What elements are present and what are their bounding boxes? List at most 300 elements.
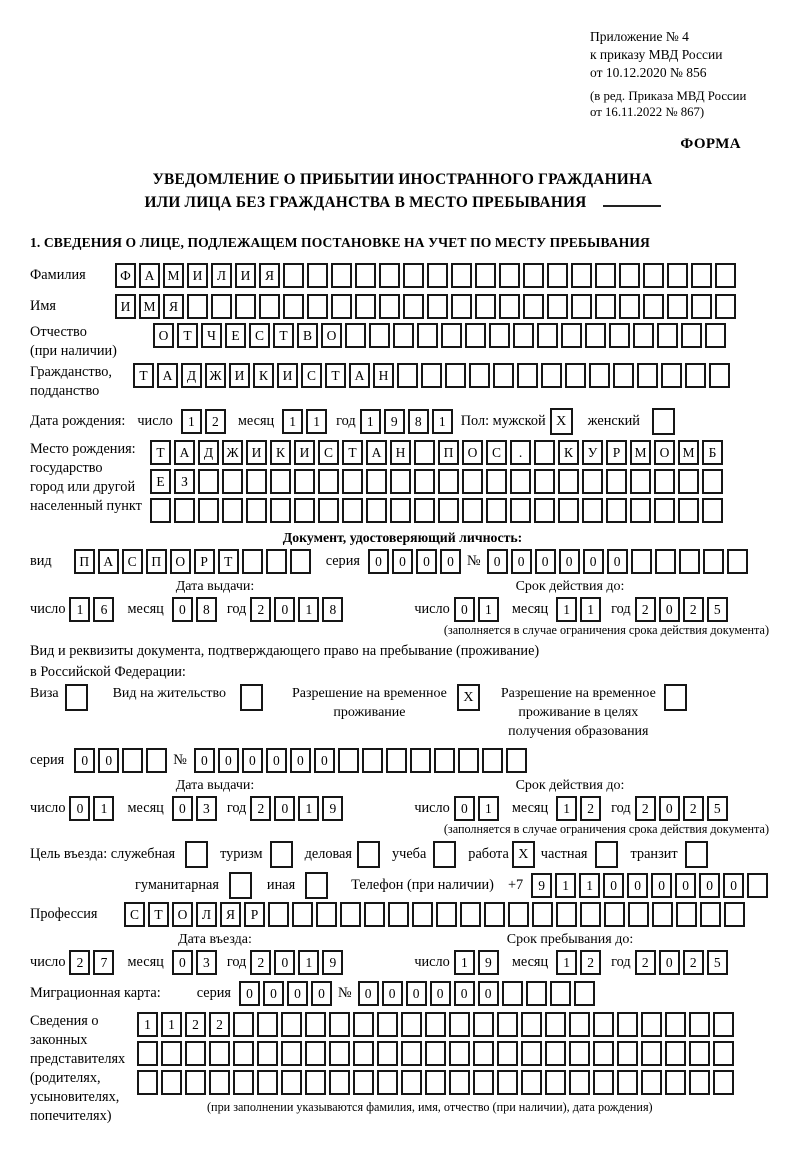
char-cell[interactable]	[556, 902, 577, 927]
char-cell[interactable]: 1	[298, 597, 319, 622]
char-cell[interactable]: 0	[290, 748, 311, 773]
char-cell[interactable]: Д	[181, 363, 202, 388]
char-cell[interactable]	[713, 1012, 734, 1037]
char-cell[interactable]	[445, 363, 466, 388]
char-cell[interactable]	[434, 748, 455, 773]
char-cell[interactable]	[403, 294, 424, 319]
char-cell[interactable]: 0	[478, 981, 499, 1006]
char-cell[interactable]	[689, 1041, 710, 1066]
char-cell[interactable]	[469, 363, 490, 388]
char-cell[interactable]: 0	[266, 748, 287, 773]
char-cell[interactable]: 0	[274, 597, 295, 622]
char-cell[interactable]: 2	[250, 950, 271, 975]
char-cell[interactable]	[569, 1012, 590, 1037]
char-cell[interactable]	[508, 902, 529, 927]
char-cell[interactable]	[679, 549, 700, 574]
char-cell[interactable]: 0	[172, 796, 193, 821]
char-cell[interactable]: Ж	[222, 440, 243, 465]
char-cell[interactable]: Б	[702, 440, 723, 465]
char-cell[interactable]	[233, 1012, 254, 1037]
char-cell[interactable]: М	[163, 263, 184, 288]
char-cell[interactable]: 9	[478, 950, 499, 975]
char-cell[interactable]: 9	[322, 796, 343, 821]
temp-residence-checkbox[interactable]: X	[457, 684, 480, 711]
char-cell[interactable]: Т	[177, 323, 198, 348]
char-cell[interactable]	[473, 1041, 494, 1066]
char-cell[interactable]	[417, 323, 438, 348]
char-cell[interactable]: 0	[559, 549, 580, 574]
char-cell[interactable]: 0	[406, 981, 427, 1006]
char-cell[interactable]: М	[678, 440, 699, 465]
char-cell[interactable]	[161, 1070, 182, 1095]
char-cell[interactable]: Ф	[115, 263, 136, 288]
char-cell[interactable]: 0	[274, 796, 295, 821]
char-cell[interactable]	[294, 498, 315, 523]
char-cell[interactable]: О	[170, 549, 191, 574]
char-cell[interactable]	[187, 294, 208, 319]
char-cell[interactable]: 0	[659, 950, 680, 975]
char-cell[interactable]	[713, 1041, 734, 1066]
char-cell[interactable]	[486, 498, 507, 523]
char-cell[interactable]	[709, 363, 730, 388]
char-cell[interactable]: 1	[478, 597, 499, 622]
char-cell[interactable]: З	[174, 469, 195, 494]
char-cell[interactable]	[329, 1012, 350, 1037]
char-cell[interactable]	[305, 1012, 326, 1037]
char-cell[interactable]: 0	[242, 748, 263, 773]
char-cell[interactable]: Л	[211, 263, 232, 288]
char-cell[interactable]	[403, 263, 424, 288]
char-cell[interactable]	[438, 469, 459, 494]
char-cell[interactable]: 0	[358, 981, 379, 1006]
char-cell[interactable]: Ж	[205, 363, 226, 388]
char-cell[interactable]: 0	[454, 981, 475, 1006]
char-cell[interactable]: 0	[98, 748, 119, 773]
char-cell[interactable]: А	[366, 440, 387, 465]
char-cell[interactable]: 2	[580, 796, 601, 821]
char-cell[interactable]	[475, 294, 496, 319]
char-cell[interactable]	[637, 363, 658, 388]
char-cell[interactable]: 1	[556, 796, 577, 821]
char-cell[interactable]: 1	[181, 409, 202, 434]
char-cell[interactable]	[705, 323, 726, 348]
purpose-official-checkbox[interactable]	[185, 841, 208, 868]
char-cell[interactable]	[414, 469, 435, 494]
char-cell[interactable]	[484, 902, 505, 927]
char-cell[interactable]: А	[139, 263, 160, 288]
char-cell[interactable]: 1	[282, 409, 303, 434]
char-cell[interactable]	[497, 1041, 518, 1066]
char-cell[interactable]	[571, 294, 592, 319]
char-cell[interactable]	[307, 294, 328, 319]
char-cell[interactable]: С	[301, 363, 322, 388]
char-cell[interactable]: 1	[556, 950, 577, 975]
char-cell[interactable]	[338, 748, 359, 773]
char-cell[interactable]: К	[253, 363, 274, 388]
char-cell[interactable]	[537, 323, 558, 348]
char-cell[interactable]	[665, 1041, 686, 1066]
char-cell[interactable]	[595, 263, 616, 288]
char-cell[interactable]	[305, 1070, 326, 1095]
char-cell[interactable]	[377, 1041, 398, 1066]
char-cell[interactable]	[436, 902, 457, 927]
char-cell[interactable]	[506, 748, 527, 773]
char-cell[interactable]	[316, 902, 337, 927]
char-cell[interactable]: С	[124, 902, 145, 927]
male-checkbox[interactable]: X	[550, 408, 573, 435]
char-cell[interactable]	[689, 1012, 710, 1037]
char-cell[interactable]	[633, 323, 654, 348]
char-cell[interactable]	[676, 902, 697, 927]
char-cell[interactable]	[665, 1070, 686, 1095]
char-cell[interactable]: 0	[535, 549, 556, 574]
char-cell[interactable]: П	[74, 549, 95, 574]
char-cell[interactable]	[510, 469, 531, 494]
char-cell[interactable]	[593, 1041, 614, 1066]
char-cell[interactable]	[678, 498, 699, 523]
char-cell[interactable]: 1	[137, 1012, 158, 1037]
char-cell[interactable]: 3	[196, 950, 217, 975]
char-cell[interactable]	[185, 1041, 206, 1066]
char-cell[interactable]: Я	[220, 902, 241, 927]
char-cell[interactable]: К	[558, 440, 579, 465]
char-cell[interactable]	[342, 498, 363, 523]
char-cell[interactable]	[702, 498, 723, 523]
char-cell[interactable]	[377, 1012, 398, 1037]
char-cell[interactable]	[462, 469, 483, 494]
char-cell[interactable]	[510, 498, 531, 523]
char-cell[interactable]: 5	[707, 950, 728, 975]
char-cell[interactable]	[545, 1012, 566, 1037]
char-cell[interactable]	[421, 363, 442, 388]
char-cell[interactable]: К	[270, 440, 291, 465]
char-cell[interactable]: 2	[683, 796, 704, 821]
char-cell[interactable]: 8	[322, 597, 343, 622]
char-cell[interactable]	[628, 902, 649, 927]
char-cell[interactable]	[465, 323, 486, 348]
char-cell[interactable]: 5	[707, 796, 728, 821]
char-cell[interactable]	[270, 498, 291, 523]
purpose-study-checkbox[interactable]	[433, 841, 456, 868]
char-cell[interactable]: Я	[163, 294, 184, 319]
char-cell[interactable]	[580, 902, 601, 927]
char-cell[interactable]	[331, 263, 352, 288]
char-cell[interactable]: 0	[651, 873, 672, 898]
char-cell[interactable]: А	[174, 440, 195, 465]
char-cell[interactable]	[122, 748, 143, 773]
char-cell[interactable]: 0	[487, 549, 508, 574]
char-cell[interactable]	[613, 363, 634, 388]
char-cell[interactable]	[643, 263, 664, 288]
char-cell[interactable]	[715, 294, 736, 319]
purpose-humanitarian-checkbox[interactable]	[229, 872, 252, 899]
char-cell[interactable]	[561, 323, 582, 348]
char-cell[interactable]: 1	[579, 873, 600, 898]
char-cell[interactable]	[342, 469, 363, 494]
char-cell[interactable]: 0	[430, 981, 451, 1006]
char-cell[interactable]	[497, 1070, 518, 1095]
residence-permit-checkbox[interactable]	[240, 684, 263, 711]
char-cell[interactable]: Т	[148, 902, 169, 927]
char-cell[interactable]	[654, 498, 675, 523]
char-cell[interactable]	[630, 498, 651, 523]
char-cell[interactable]: .	[510, 440, 531, 465]
char-cell[interactable]	[724, 902, 745, 927]
char-cell[interactable]	[246, 498, 267, 523]
char-cell[interactable]	[137, 1070, 158, 1095]
char-cell[interactable]: Р	[194, 549, 215, 574]
char-cell[interactable]: 0	[263, 981, 284, 1006]
char-cell[interactable]	[318, 469, 339, 494]
char-cell[interactable]: 9	[531, 873, 552, 898]
char-cell[interactable]	[497, 1012, 518, 1037]
char-cell[interactable]	[569, 1070, 590, 1095]
char-cell[interactable]: В	[297, 323, 318, 348]
char-cell[interactable]	[451, 263, 472, 288]
char-cell[interactable]: Т	[150, 440, 171, 465]
char-cell[interactable]	[641, 1041, 662, 1066]
char-cell[interactable]: С	[486, 440, 507, 465]
char-cell[interactable]	[233, 1070, 254, 1095]
char-cell[interactable]	[606, 469, 627, 494]
char-cell[interactable]	[355, 263, 376, 288]
char-cell[interactable]: М	[139, 294, 160, 319]
char-cell[interactable]	[257, 1070, 278, 1095]
char-cell[interactable]: 0	[172, 950, 193, 975]
char-cell[interactable]	[661, 363, 682, 388]
char-cell[interactable]	[678, 469, 699, 494]
char-cell[interactable]	[550, 981, 571, 1006]
char-cell[interactable]	[727, 549, 748, 574]
char-cell[interactable]: 3	[196, 796, 217, 821]
char-cell[interactable]: О	[462, 440, 483, 465]
visa-checkbox[interactable]	[65, 684, 88, 711]
char-cell[interactable]	[401, 1070, 422, 1095]
char-cell[interactable]	[593, 1070, 614, 1095]
char-cell[interactable]	[493, 363, 514, 388]
char-cell[interactable]: 0	[454, 796, 475, 821]
char-cell[interactable]: 0	[368, 549, 389, 574]
char-cell[interactable]: 0	[583, 549, 604, 574]
char-cell[interactable]: 0	[392, 549, 413, 574]
char-cell[interactable]: Н	[390, 440, 411, 465]
char-cell[interactable]	[582, 469, 603, 494]
char-cell[interactable]	[414, 440, 435, 465]
char-cell[interactable]	[532, 902, 553, 927]
char-cell[interactable]: 0	[274, 950, 295, 975]
char-cell[interactable]	[259, 294, 280, 319]
char-cell[interactable]	[558, 469, 579, 494]
char-cell[interactable]	[595, 294, 616, 319]
char-cell[interactable]	[290, 549, 311, 574]
char-cell[interactable]: 0	[659, 796, 680, 821]
char-cell[interactable]	[521, 1012, 542, 1037]
char-cell[interactable]	[353, 1012, 374, 1037]
char-cell[interactable]	[604, 902, 625, 927]
char-cell[interactable]: С	[122, 549, 143, 574]
char-cell[interactable]	[569, 1041, 590, 1066]
char-cell[interactable]	[307, 263, 328, 288]
char-cell[interactable]	[571, 263, 592, 288]
char-cell[interactable]	[703, 549, 724, 574]
char-cell[interactable]: И	[187, 263, 208, 288]
char-cell[interactable]: 2	[635, 597, 656, 622]
char-cell[interactable]	[589, 363, 610, 388]
char-cell[interactable]: 1	[161, 1012, 182, 1037]
char-cell[interactable]	[619, 263, 640, 288]
char-cell[interactable]: Д	[198, 440, 219, 465]
char-cell[interactable]	[449, 1041, 470, 1066]
char-cell[interactable]	[438, 498, 459, 523]
char-cell[interactable]: 0	[659, 597, 680, 622]
char-cell[interactable]	[534, 440, 555, 465]
char-cell[interactable]	[462, 498, 483, 523]
char-cell[interactable]	[617, 1041, 638, 1066]
char-cell[interactable]: 0	[74, 748, 95, 773]
char-cell[interactable]	[593, 1012, 614, 1037]
char-cell[interactable]: Н	[373, 363, 394, 388]
char-cell[interactable]: 1	[580, 597, 601, 622]
char-cell[interactable]	[390, 498, 411, 523]
char-cell[interactable]: 2	[209, 1012, 230, 1037]
char-cell[interactable]: А	[98, 549, 119, 574]
char-cell[interactable]	[281, 1041, 302, 1066]
char-cell[interactable]	[641, 1070, 662, 1095]
char-cell[interactable]	[425, 1012, 446, 1037]
char-cell[interactable]	[545, 1041, 566, 1066]
char-cell[interactable]	[412, 902, 433, 927]
char-cell[interactable]	[582, 498, 603, 523]
char-cell[interactable]: 0	[603, 873, 624, 898]
char-cell[interactable]: А	[157, 363, 178, 388]
char-cell[interactable]	[257, 1012, 278, 1037]
char-cell[interactable]: 1	[454, 950, 475, 975]
char-cell[interactable]	[397, 363, 418, 388]
char-cell[interactable]: 0	[172, 597, 193, 622]
char-cell[interactable]	[489, 323, 510, 348]
char-cell[interactable]: Т	[133, 363, 154, 388]
char-cell[interactable]: Е	[150, 469, 171, 494]
char-cell[interactable]: 1	[556, 597, 577, 622]
char-cell[interactable]	[534, 469, 555, 494]
char-cell[interactable]	[702, 469, 723, 494]
char-cell[interactable]	[475, 263, 496, 288]
char-cell[interactable]	[329, 1070, 350, 1095]
char-cell[interactable]	[558, 498, 579, 523]
char-cell[interactable]: 9	[322, 950, 343, 975]
char-cell[interactable]	[345, 323, 366, 348]
char-cell[interactable]: Т	[218, 549, 239, 574]
char-cell[interactable]	[283, 263, 304, 288]
char-cell[interactable]: 0	[454, 597, 475, 622]
char-cell[interactable]	[547, 263, 568, 288]
char-cell[interactable]: О	[172, 902, 193, 927]
char-cell[interactable]	[499, 294, 520, 319]
char-cell[interactable]	[460, 902, 481, 927]
char-cell[interactable]	[281, 1012, 302, 1037]
char-cell[interactable]: 0	[218, 748, 239, 773]
char-cell[interactable]	[294, 469, 315, 494]
char-cell[interactable]	[185, 1070, 206, 1095]
char-cell[interactable]: И	[277, 363, 298, 388]
char-cell[interactable]	[146, 748, 167, 773]
char-cell[interactable]	[427, 263, 448, 288]
char-cell[interactable]: 0	[675, 873, 696, 898]
char-cell[interactable]	[281, 1070, 302, 1095]
char-cell[interactable]	[606, 498, 627, 523]
char-cell[interactable]	[667, 294, 688, 319]
char-cell[interactable]	[482, 748, 503, 773]
char-cell[interactable]: 1	[93, 796, 114, 821]
char-cell[interactable]: 1	[360, 409, 381, 434]
char-cell[interactable]: 0	[699, 873, 720, 898]
char-cell[interactable]	[150, 498, 171, 523]
char-cell[interactable]: 8	[196, 597, 217, 622]
char-cell[interactable]: 7	[93, 950, 114, 975]
char-cell[interactable]	[547, 294, 568, 319]
char-cell[interactable]	[617, 1070, 638, 1095]
char-cell[interactable]: О	[654, 440, 675, 465]
char-cell[interactable]: 0	[416, 549, 437, 574]
char-cell[interactable]	[473, 1070, 494, 1095]
purpose-other-checkbox[interactable]	[305, 872, 328, 899]
char-cell[interactable]	[377, 1070, 398, 1095]
char-cell[interactable]	[425, 1041, 446, 1066]
char-cell[interactable]: 2	[683, 597, 704, 622]
purpose-work-checkbox[interactable]: X	[512, 841, 535, 868]
purpose-transit-checkbox[interactable]	[685, 841, 708, 868]
char-cell[interactable]	[449, 1070, 470, 1095]
char-cell[interactable]	[235, 294, 256, 319]
char-cell[interactable]: 0	[627, 873, 648, 898]
char-cell[interactable]: Р	[606, 440, 627, 465]
study-residence-checkbox[interactable]	[664, 684, 687, 711]
char-cell[interactable]	[340, 902, 361, 927]
char-cell[interactable]: И	[229, 363, 250, 388]
char-cell[interactable]: И	[235, 263, 256, 288]
female-checkbox[interactable]	[652, 408, 675, 435]
char-cell[interactable]: О	[321, 323, 342, 348]
char-cell[interactable]: 5	[707, 597, 728, 622]
char-cell[interactable]	[541, 363, 562, 388]
char-cell[interactable]	[565, 363, 586, 388]
char-cell[interactable]	[449, 1012, 470, 1037]
char-cell[interactable]: 2	[69, 950, 90, 975]
char-cell[interactable]: 0	[723, 873, 744, 898]
char-cell[interactable]: 0	[440, 549, 461, 574]
char-cell[interactable]	[641, 1012, 662, 1037]
char-cell[interactable]: И	[246, 440, 267, 465]
char-cell[interactable]: Е	[225, 323, 246, 348]
char-cell[interactable]: С	[318, 440, 339, 465]
char-cell[interactable]	[390, 469, 411, 494]
char-cell[interactable]	[268, 902, 289, 927]
char-cell[interactable]	[715, 263, 736, 288]
char-cell[interactable]	[473, 1012, 494, 1037]
char-cell[interactable]: 0	[194, 748, 215, 773]
char-cell[interactable]	[209, 1041, 230, 1066]
char-cell[interactable]: 1	[432, 409, 453, 434]
char-cell[interactable]: 9	[384, 409, 405, 434]
char-cell[interactable]	[700, 902, 721, 927]
char-cell[interactable]: 0	[314, 748, 335, 773]
char-cell[interactable]: Т	[325, 363, 346, 388]
char-cell[interactable]	[369, 323, 390, 348]
char-cell[interactable]	[362, 748, 383, 773]
char-cell[interactable]	[513, 323, 534, 348]
char-cell[interactable]: М	[630, 440, 651, 465]
char-cell[interactable]: 1	[298, 796, 319, 821]
